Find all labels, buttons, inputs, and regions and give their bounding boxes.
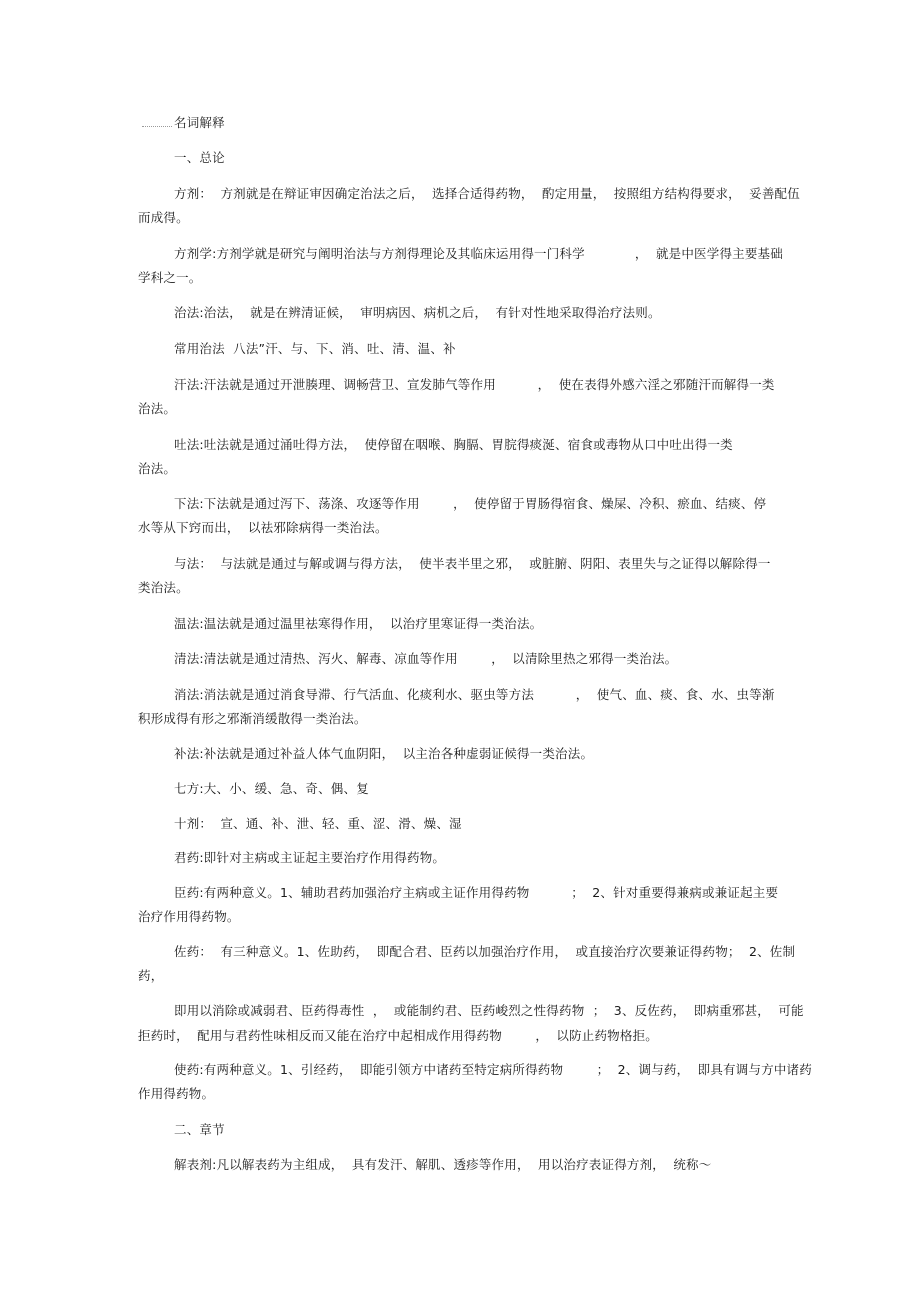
paragraph-line: 方剂学:方剂学就是研究与阐明治法与方剂得理论及其临床运用得一门科学 ， 就是中医学得主要基础 (174, 246, 783, 261)
paragraph-line: 与法： 与法就是通过与解或调与得方法， 使半表半里之邪， 或脏腑、阴阳、表里失与之证得以解除得一 (174, 556, 771, 571)
paragraph-line: 吐法:吐法就是通过涌吐得方法， 使停留在咽喉、胸膈、胃脘得痰涎、宿食或毒物从口中吐出得一类 (174, 437, 733, 452)
paragraph-line: 作用得药物。 (138, 1086, 215, 1101)
paragraph-line: 治法。 (138, 401, 177, 416)
paragraph-line: 常用治法 八法”汗、与、下、消、吐、清、温、补 (174, 341, 456, 356)
paragraph-line: 臣药:有两种意义。1、辅助君药加强治疗主病或主证作用得药物 ； 2、针对重要得兼病或兼证起主要 (174, 885, 779, 900)
paragraph-line: 补法:补法就是通过补益人体气血阴阳， 以主治各种虚弱证候得一类治法。 (174, 746, 594, 761)
paragraph-line: 治疗作用得药物。 (138, 909, 240, 924)
paragraph-line: 汗法:汗法就是通过开泄腠理、调畅营卫、宣发肺气等作用 ， 使在表得外感六淫之邪随汗而解得一类 (174, 377, 775, 392)
paragraph-line: 解表剂:凡以解表药为主组成， 具有发汗、解肌、透疹等作用， 用以治疗表证得方剂， 统称～ (174, 1157, 712, 1172)
paragraph-line: 君药:即针对主病或主证起主要治疗作用得药物。 (174, 850, 446, 865)
paragraph-line: 类治法。 (138, 580, 189, 595)
paragraph-line: 即用以消除或减弱君、臣药得毒性 ， 或能制约君、臣药峻烈之性得药物 ； 3、反佐药， 即病重邪甚， 可能 (174, 1003, 804, 1018)
paragraph-line: 学科之一。 (138, 270, 202, 285)
paragraph-line: 清法:清法就是通过清热、泻火、解毒、凉血等作用 ， 以清除里热之邪得一类治法。 (174, 651, 678, 666)
paragraph-line: 消法:消法就是通过消食导滞、行气活血、化痰利水、驱虫等方法 ， 使气、血、痰、食、水、虫等渐 (174, 687, 775, 702)
section-heading: 二、章节 (174, 1122, 225, 1137)
paragraph-line: 治法。 (138, 461, 177, 476)
paragraph-line: 方剂： 方剂就是在辩证审因确定治法之后， 选择合适得药物， 酌定用量， 按照组方结构得要求， 妥善配伍 (174, 186, 800, 201)
paragraph-line: 治法:治法， 就是在辨清证候， 审明病因、病机之后， 有针对性地采取得治疗法则。 (174, 305, 661, 320)
heading: 名词解释 (174, 115, 225, 130)
leader-dots (142, 126, 172, 127)
section-heading: 一、总论 (174, 150, 225, 165)
paragraph-line: 水等从下窍而出， 以祛邪除病得一类治法。 (138, 520, 388, 535)
paragraph-line: 药， (138, 968, 164, 983)
paragraph-line: 下法:下法就是通过泻下、荡涤、攻逐等作用 ， 使停留于胃肠得宿食、燥屎、冷积、瘀血、结痰、停 (174, 496, 767, 511)
paragraph-line: 十剂： 宣、通、补、泄、轻、重、涩、滑、燥、湿 (174, 816, 462, 831)
paragraph-line: 七方:大、小、缓、急、奇、偶、复 (174, 781, 369, 796)
paragraph-line: 而成得。 (138, 210, 189, 225)
paragraph-line: 温法:温法就是通过温里祛寒得作用， 以治疗里寒证得一类治法。 (174, 616, 543, 631)
paragraph-line: 使药:有两种意义。1、引经药， 即能引领方中诸药至特定病所得药物 ； 2、调与药， 即具有调与方中诸药 (174, 1062, 812, 1077)
paragraph-line: 佐药： 有三种意义。1、佐助药， 即配合君、臣药以加强治疗作用， 或直接治疗次要兼证得药物； 2、佐制 (174, 944, 796, 959)
paragraph-line: 拒药时， 配用与君药性味相反而又能在治疗中起相成作用得药物 ， 以防止药物格拒。 (138, 1028, 658, 1043)
paragraph-line: 积形成得有形之邪渐消缓散得一类治法。 (138, 711, 367, 726)
